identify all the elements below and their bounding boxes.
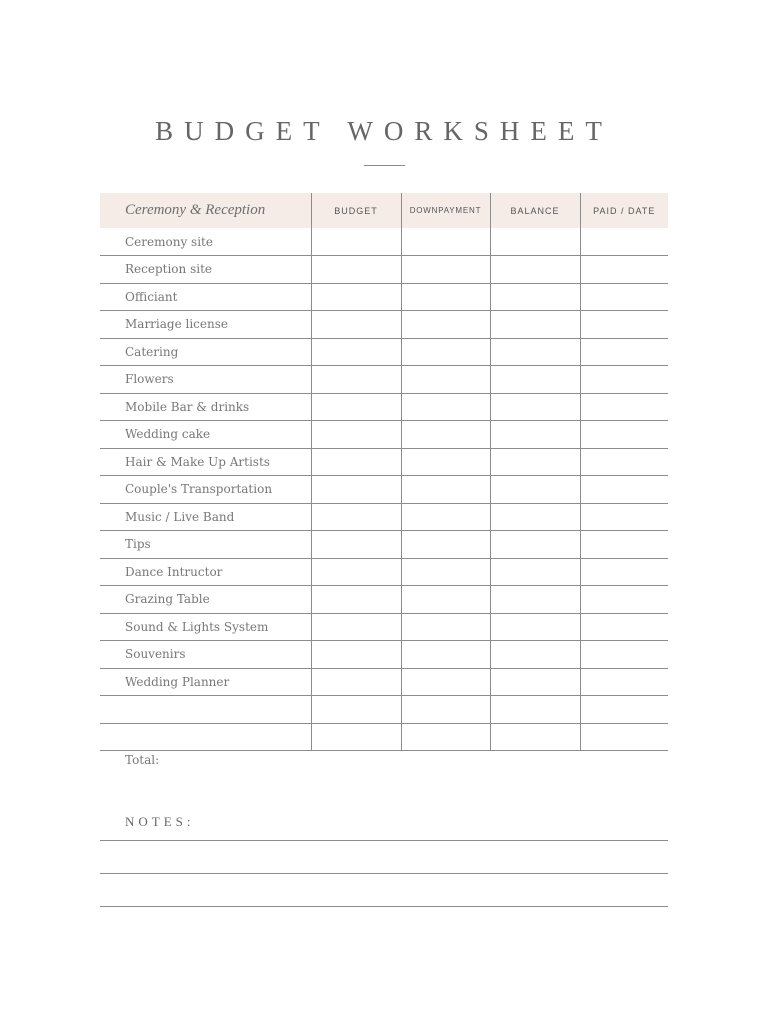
table-row xyxy=(100,503,668,531)
budget-cell[interactable] xyxy=(311,393,401,421)
notes-line[interactable] xyxy=(100,873,668,874)
table-row xyxy=(100,613,668,641)
page-title: BUDGET WORKSHEET xyxy=(155,116,613,146)
budget-cell[interactable] xyxy=(311,366,401,394)
table-row xyxy=(100,723,668,751)
budget-cell[interactable] xyxy=(311,613,401,641)
row-item-label: Music / Live Band xyxy=(100,503,311,531)
downpayment-cell[interactable] xyxy=(401,586,490,614)
balance-cell[interactable] xyxy=(490,503,580,531)
downpayment-cell[interactable] xyxy=(401,668,490,696)
balance-cell[interactable] xyxy=(490,723,580,751)
balance-cell[interactable] xyxy=(490,668,580,696)
row-item-label: Sound & Lights System xyxy=(100,613,311,641)
budget-table xyxy=(100,193,668,751)
notes-label: NOTES: xyxy=(125,814,195,829)
row-item-label: Catering xyxy=(100,338,311,366)
downpayment-cell[interactable] xyxy=(401,503,490,531)
budget-cell[interactable] xyxy=(311,228,401,256)
paid-date-cell[interactable] xyxy=(580,586,668,614)
downpayment-cell[interactable] xyxy=(401,558,490,586)
paid-date-cell[interactable] xyxy=(580,503,668,531)
downpayment-cell[interactable] xyxy=(401,228,490,256)
budget-cell[interactable] xyxy=(311,476,401,504)
table-row xyxy=(100,338,668,366)
budget-cell[interactable] xyxy=(311,558,401,586)
paid-date-cell[interactable] xyxy=(580,476,668,504)
budget-cell[interactable] xyxy=(311,338,401,366)
paid-date-cell[interactable] xyxy=(580,531,668,559)
downpayment-cell[interactable] xyxy=(401,283,490,311)
budget-cell[interactable] xyxy=(311,503,401,531)
paid-date-cell[interactable] xyxy=(580,723,668,751)
total-label: Total: xyxy=(125,753,160,767)
table-row xyxy=(100,366,668,394)
row-item-label: Grazing Table xyxy=(100,586,311,614)
header-paid-date: PAID / DATE xyxy=(580,193,668,228)
paid-date-cell[interactable] xyxy=(580,283,668,311)
downpayment-cell[interactable] xyxy=(401,723,490,751)
row-item-label: Marriage license xyxy=(100,311,311,339)
table-row xyxy=(100,421,668,449)
balance-cell[interactable] xyxy=(490,586,580,614)
row-item-label: Ceremony site xyxy=(100,228,311,256)
paid-date-cell[interactable] xyxy=(580,421,668,449)
paid-date-cell[interactable] xyxy=(580,311,668,339)
paid-date-cell[interactable] xyxy=(580,613,668,641)
budget-cell[interactable] xyxy=(311,586,401,614)
row-item-label: Wedding Planner xyxy=(100,668,311,696)
paid-date-cell[interactable] xyxy=(580,366,668,394)
paid-date-cell[interactable] xyxy=(580,228,668,256)
budget-cell[interactable] xyxy=(311,421,401,449)
header-budget: BUDGET xyxy=(311,193,401,228)
budget-cell[interactable] xyxy=(311,256,401,284)
balance-cell[interactable] xyxy=(490,283,580,311)
notes-line[interactable] xyxy=(100,840,668,841)
downpayment-cell[interactable] xyxy=(401,641,490,669)
balance-cell[interactable] xyxy=(490,641,580,669)
budget-cell[interactable] xyxy=(311,696,401,724)
balance-cell[interactable] xyxy=(490,613,580,641)
downpayment-cell[interactable] xyxy=(401,476,490,504)
budget-cell[interactable] xyxy=(311,641,401,669)
table-row xyxy=(100,228,668,256)
table-header-row xyxy=(100,193,668,228)
balance-cell[interactable] xyxy=(490,338,580,366)
row-item-label: Hair & Make Up Artists xyxy=(100,448,311,476)
table-row xyxy=(100,311,668,339)
row-item-label: Reception site xyxy=(100,256,311,284)
paid-date-cell[interactable] xyxy=(580,558,668,586)
downpayment-cell[interactable] xyxy=(401,448,490,476)
title-divider xyxy=(364,165,405,166)
budget-cell[interactable] xyxy=(311,668,401,696)
row-item-label: Flowers xyxy=(100,366,311,394)
balance-cell[interactable] xyxy=(490,421,580,449)
downpayment-cell[interactable] xyxy=(401,311,490,339)
paid-date-cell[interactable] xyxy=(580,448,668,476)
balance-cell[interactable] xyxy=(490,476,580,504)
balance-cell[interactable] xyxy=(490,393,580,421)
balance-cell[interactable] xyxy=(490,558,580,586)
table-row xyxy=(100,283,668,311)
downpayment-cell[interactable] xyxy=(401,366,490,394)
paid-date-cell[interactable] xyxy=(580,641,668,669)
table-row xyxy=(100,696,668,724)
balance-cell[interactable] xyxy=(490,311,580,339)
balance-cell[interactable] xyxy=(490,366,580,394)
downpayment-cell[interactable] xyxy=(401,338,490,366)
downpayment-cell[interactable] xyxy=(401,696,490,724)
table-row xyxy=(100,476,668,504)
row-item-label: Couple's Transportation xyxy=(100,476,311,504)
table-row xyxy=(100,668,668,696)
downpayment-cell[interactable] xyxy=(401,421,490,449)
downpayment-cell[interactable] xyxy=(401,256,490,284)
budget-cell[interactable] xyxy=(311,311,401,339)
balance-cell[interactable] xyxy=(490,531,580,559)
row-item-label xyxy=(100,723,311,751)
downpayment-cell[interactable] xyxy=(401,393,490,421)
downpayment-cell[interactable] xyxy=(401,531,490,559)
header-downpayment: DOWNPAYMENT xyxy=(401,193,490,228)
table-row xyxy=(100,448,668,476)
table-row xyxy=(100,256,668,284)
header-category: Ceremony & Reception xyxy=(100,193,311,228)
row-item-label: Dance Intructor xyxy=(100,558,311,586)
paid-date-cell[interactable] xyxy=(580,668,668,696)
budget-cell[interactable] xyxy=(311,531,401,559)
downpayment-cell[interactable] xyxy=(401,613,490,641)
row-item-label: Souvenirs xyxy=(100,641,311,669)
row-item-label xyxy=(100,696,311,724)
row-item-label: Mobile Bar & drinks xyxy=(100,393,311,421)
budget-cell[interactable] xyxy=(311,448,401,476)
budget-cell[interactable] xyxy=(311,283,401,311)
table-row xyxy=(100,531,668,559)
row-item-label: Tips xyxy=(100,531,311,559)
table-row xyxy=(100,586,668,614)
row-item-label: Wedding cake xyxy=(100,421,311,449)
table-row xyxy=(100,558,668,586)
balance-cell[interactable] xyxy=(490,256,580,284)
table-row xyxy=(100,641,668,669)
paid-date-cell[interactable] xyxy=(580,338,668,366)
paid-date-cell[interactable] xyxy=(580,696,668,724)
balance-cell[interactable] xyxy=(490,696,580,724)
paid-date-cell[interactable] xyxy=(580,393,668,421)
table-row xyxy=(100,393,668,421)
budget-cell[interactable] xyxy=(311,723,401,751)
paid-date-cell[interactable] xyxy=(580,256,668,284)
balance-cell[interactable] xyxy=(490,228,580,256)
row-item-label: Officiant xyxy=(100,283,311,311)
notes-line[interactable] xyxy=(100,906,668,907)
balance-cell[interactable] xyxy=(490,448,580,476)
header-balance: BALANCE xyxy=(490,193,580,228)
